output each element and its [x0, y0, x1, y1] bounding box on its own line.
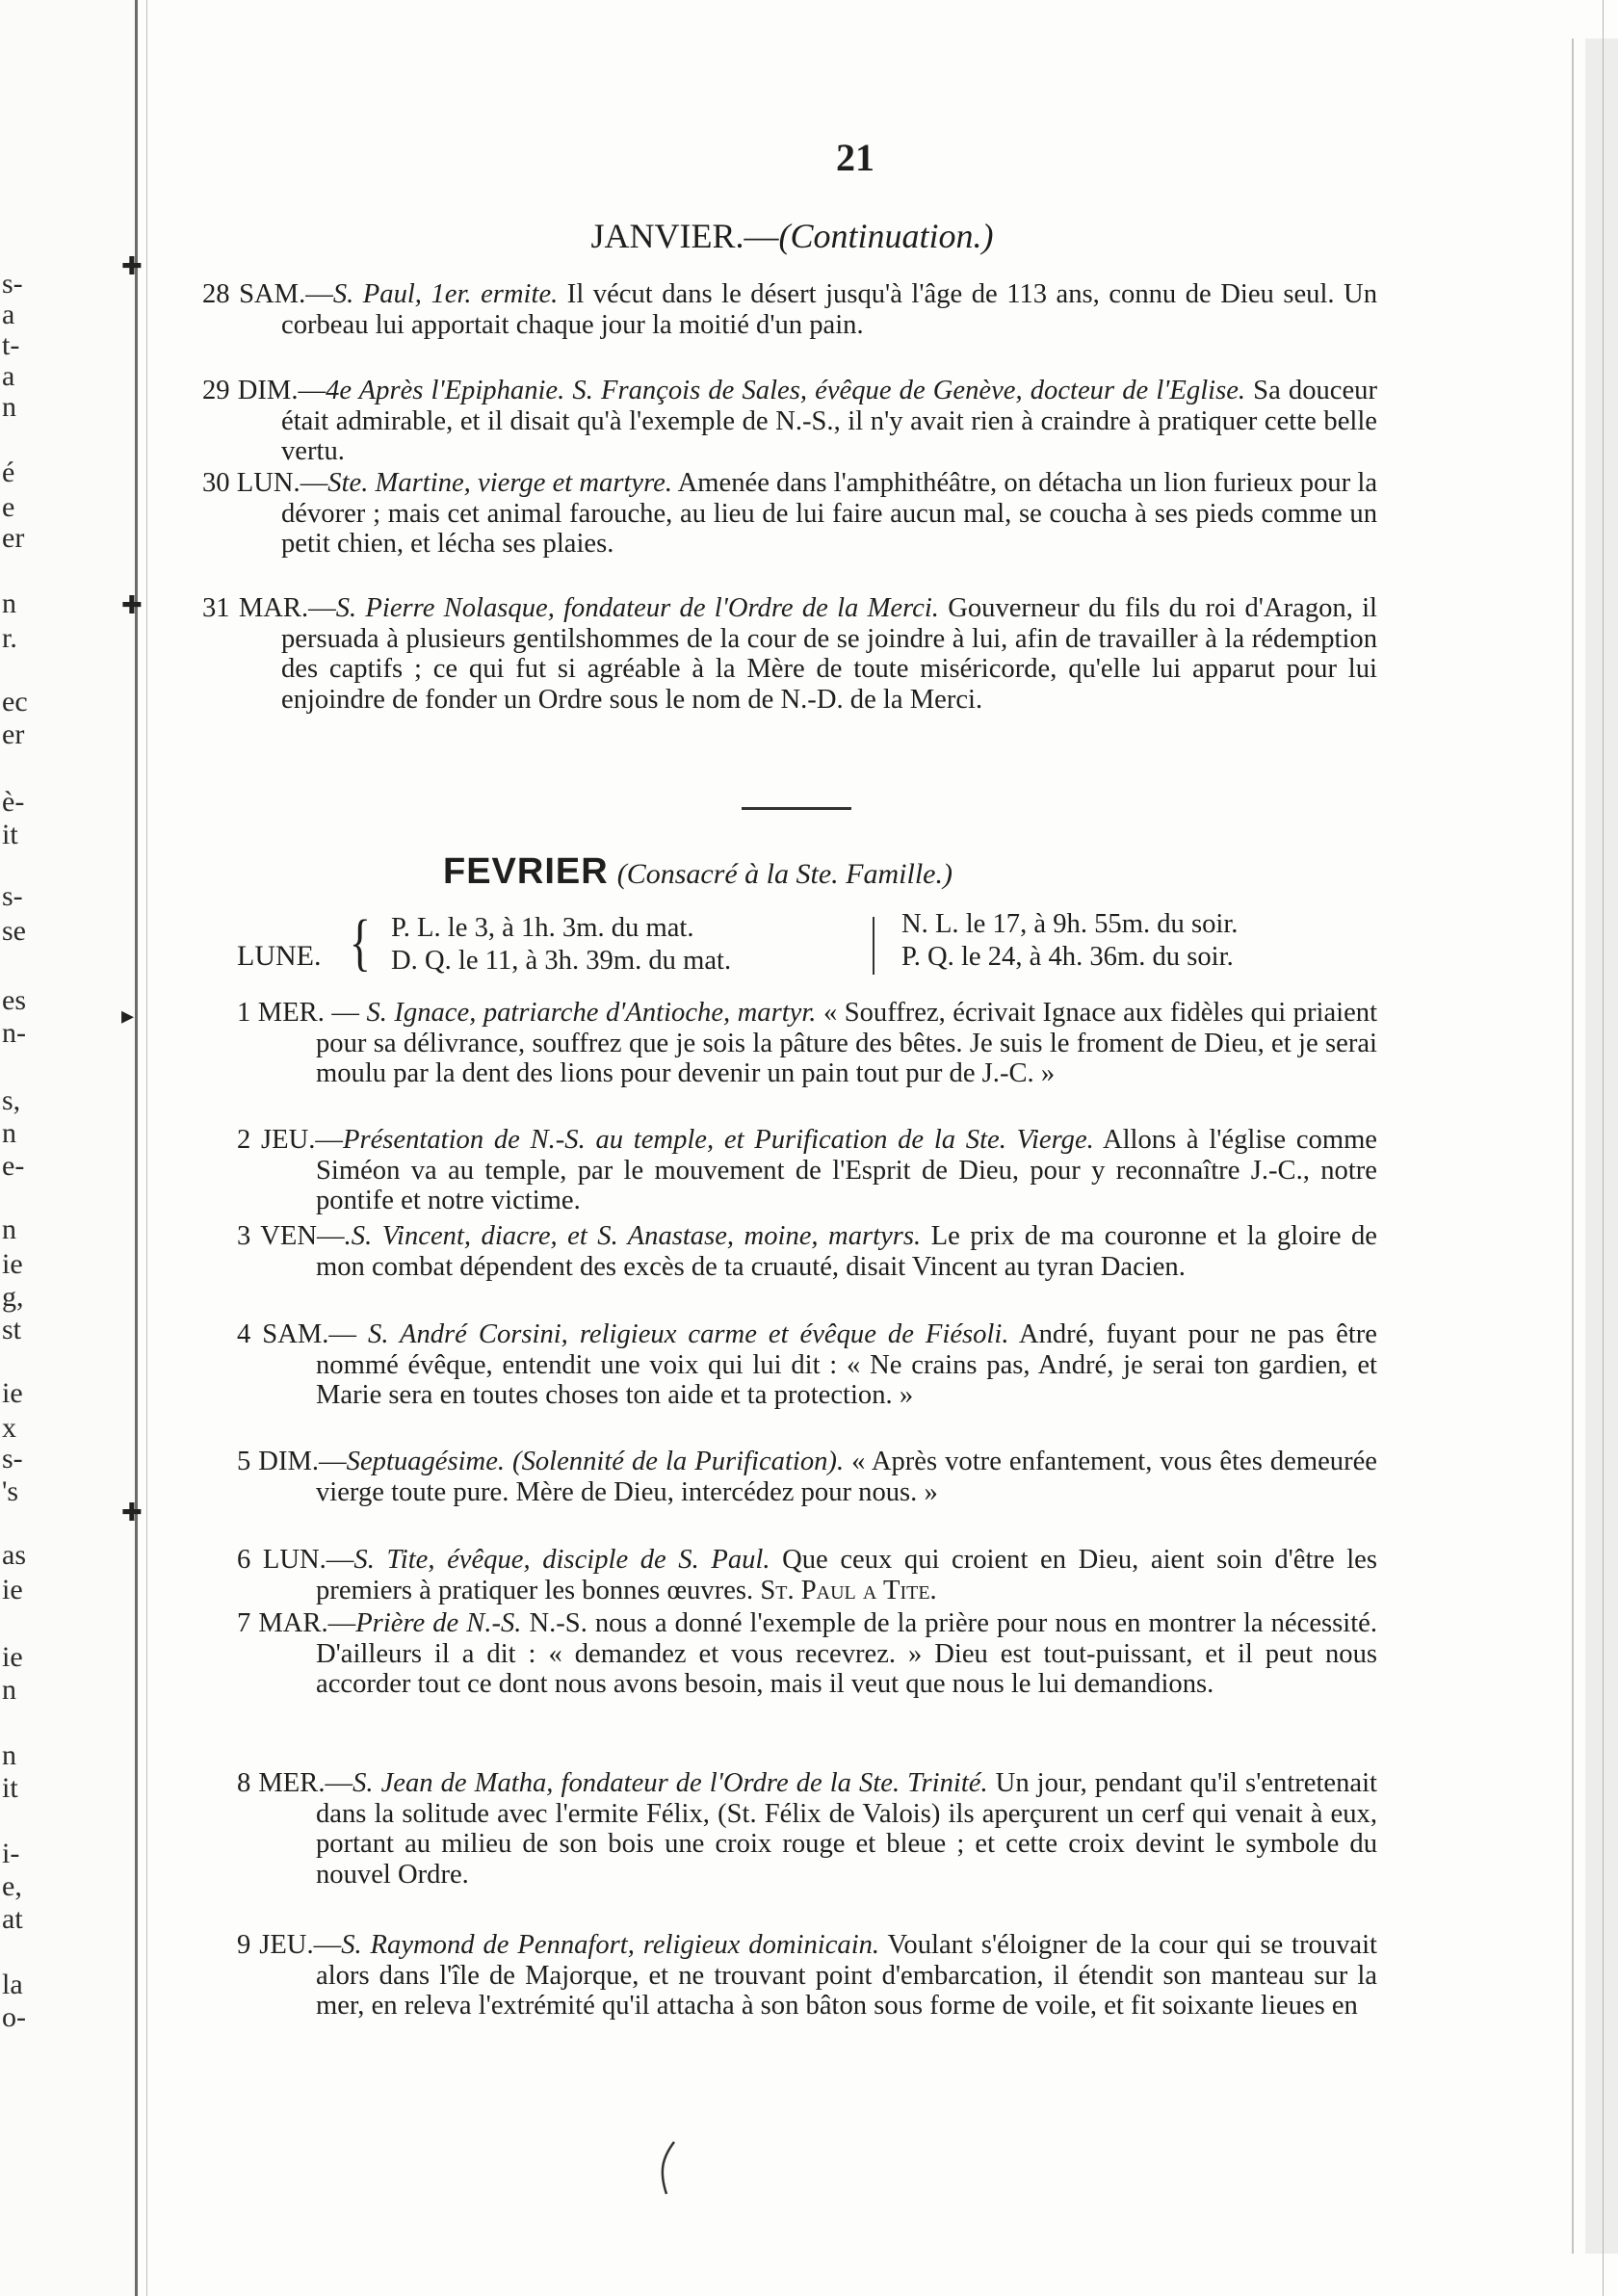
- margin-fragment: è-: [2, 786, 25, 818]
- moon-label: LUNE.: [237, 940, 322, 972]
- stitch-marker: ✚: [121, 591, 143, 619]
- entry-text: Gouverneur du fils du roi d'Aragon, il persuada à plusieurs gentilshommes de la cour de se joindre à lui, afin de travailler à la rédemption des captifs ; ce qui fut si agréable à la Mère de toute miséricorde, qu'elle lui apparut pour lui enjoindre de fonder un Ordre sous le nom de N.-D. de la Merci.: [281, 593, 1377, 715]
- entry-text: Amenée dans l'amphithéâtre, on détacha un lion furieux pour la dévorer ; mais cet animal farouche, au lieu de lui faire aucun mal, se coucha à ses pieds comme un petit chien, et lécha ses plaies.: [281, 468, 1378, 559]
- margin-fragment: e-: [2, 1150, 25, 1182]
- entry-saint-secondary: S. François de Sales, évêque de Genève, docteur de l'Eglise.: [564, 376, 1246, 405]
- entry-signature: St. Paul a Tite.: [760, 1575, 937, 1605]
- margin-fragment: e,: [2, 1870, 22, 1902]
- margin-fragment: st: [2, 1314, 22, 1345]
- margin-fragment: ec: [2, 686, 28, 718]
- entry-saint: .S. Vincent, diacre, et S. Anastase, moine, martyrs.: [344, 1221, 922, 1251]
- margin-fragment: la: [2, 1969, 23, 2000]
- page-edge-line: [1572, 39, 1574, 2254]
- margin-fragment: ie: [2, 1377, 23, 1409]
- margin-fragment: o-: [2, 2001, 26, 2033]
- margin-fragment: n-: [2, 1017, 26, 1049]
- moon-phase-last-quarter: D. Q. le 11, à 3h. 39m. du mat.: [391, 946, 732, 976]
- margin-fragment: n: [2, 1739, 16, 1771]
- margin-fragment: e: [2, 491, 15, 523]
- page-marker: ▸: [121, 1002, 135, 1030]
- margin-fragment: a: [2, 299, 15, 330]
- calendar-entry: [202, 279, 1377, 340]
- entry-saint: Présentation de N.-S. au temple, et Purification de la Ste. Vierge.: [343, 1125, 1094, 1155]
- entry-text: Voulant s'éloigner de la cour qui se trouvait alors dans l'île de Majorque, et ne trouvant point d'embarcation, il étendit son manteau sur la mer, en releva l'extrémité qu'il attacha à son bâton sous forme de voile, et fit soixante lieues en: [316, 1930, 1377, 2021]
- entry-saint: S. Jean de Matha, fondateur de l'Ordre de la Ste. Trinité.: [352, 1768, 988, 1798]
- moon-phase-full: P. L. le 3, à 1h. 3m. du mat.: [391, 913, 694, 943]
- margin-fragment: é: [2, 457, 15, 488]
- entry-day: 4 SAM.—: [237, 1319, 369, 1349]
- entry-saint: Prière de N.-S.: [355, 1608, 522, 1638]
- entry-text: André, fuyant pour ne pas être nommé évêque, entendit une voix qui lui dit : « Ne crains pas, André, je serai ton gardien, et Marie sera en toutes choses ton aide et ta protection. »: [316, 1319, 1377, 1410]
- page-number: 21: [836, 136, 874, 179]
- margin-fragment: g,: [2, 1281, 24, 1313]
- entry-text: Il vécut dans le désert jusqu'à l'âge de 113 ans, connu de Dieu seul. Un corbeau lui apportait chaque jour la moitié d'un pain.: [281, 279, 1377, 340]
- calendar-entry: [202, 593, 1377, 715]
- margin-fragment: n: [2, 1117, 16, 1149]
- calendar-entry: [202, 376, 1377, 467]
- entry-text: Que ceux qui croient en Dieu, aient soin d'être les premiers à pratiquer les bonnes œuvres.: [316, 1545, 1377, 1605]
- margin-fragment: it: [2, 1772, 18, 1804]
- margin-fragment: er: [2, 718, 25, 750]
- entry-day: 6 LUN.—: [237, 1545, 354, 1575]
- calendar-entry: [237, 1608, 1377, 1700]
- entry-text: Allons à l'église comme Siméon va au temple, par le mouvement de l'Esprit de Dieu, pour y reconnaître J.-C., notre pontife et notre victime.: [316, 1125, 1377, 1215]
- entry-saint: S. André Corsini, religieux carme et évêque de Fiésoli.: [368, 1319, 1009, 1349]
- february-subtitle: (Consacré à la Ste. Famille.): [616, 858, 953, 890]
- entry-day: 3 VEN—: [237, 1221, 345, 1251]
- calendar-entry: [237, 1125, 1377, 1216]
- margin-fragment: at: [2, 1903, 23, 1935]
- january-heading: [202, 216, 1382, 256]
- margin-fragment: n: [2, 1213, 16, 1245]
- margin-fragment: t-: [2, 329, 20, 361]
- margin-fragment: a: [2, 360, 15, 392]
- facing-page-edge: [0, 0, 140, 2296]
- spine-shadow: [146, 0, 147, 2296]
- entry-saint: Septuagésime.: [346, 1447, 506, 1476]
- margin-fragment: s-: [2, 1443, 23, 1474]
- calendar-entry: [237, 1930, 1377, 2022]
- entry-text: Un jour, pendant qu'il s'entretenait dans la solitude avec l'ermite Félix, (St. Félix de Valois) ils aperçurent un cerf qui venait à eux, portant au milieu de son bois une croix rouge et bleue ; et cette croix devint le symbole du nouvel Ordre.: [316, 1768, 1377, 1890]
- margin-fragment: x: [2, 1412, 16, 1444]
- margin-fragment: se: [2, 915, 26, 947]
- entry-saint: S. Paul, 1er. ermite.: [332, 279, 559, 309]
- entry-day: 29 DIM.—: [202, 376, 326, 405]
- entry-saint: S. Raymond de Pennafort, religieux dominicain.: [341, 1930, 880, 1960]
- entry-saint: S. Ignace, patriarche d'Antioche, martyr.: [366, 998, 817, 1028]
- margin-fragment: n: [2, 1674, 16, 1706]
- moon-phase-first-quarter: P. Q. le 24, à 4h. 36m. du soir.: [901, 942, 1234, 972]
- calendar-entry: [237, 998, 1377, 1089]
- page-edge-outer: [1603, 0, 1604, 2296]
- margin-fragment: s-: [2, 268, 23, 300]
- margin-fragment: es: [2, 984, 26, 1016]
- entry-day: 5 DIM.—: [237, 1447, 347, 1476]
- entry-saint-secondary: (Solennité de la Purification).: [505, 1447, 845, 1476]
- entry-day: 8 MER.—: [237, 1768, 353, 1798]
- pencil-mark-icon: [653, 2140, 682, 2198]
- calendar-entry: [237, 1447, 1377, 1507]
- entry-day: 31 MAR.—: [202, 593, 336, 623]
- calendar-entry: [237, 1545, 1377, 1605]
- february-title: FEVRIER: [443, 851, 609, 892]
- calendar-entry: [237, 1221, 1377, 1282]
- stitch-marker: ✚: [121, 1499, 143, 1526]
- calendar-entry: [202, 468, 1377, 560]
- margin-fragment: i-: [2, 1838, 20, 1869]
- calendar-entry: [237, 1319, 1377, 1411]
- margin-fragment: ie: [2, 1641, 23, 1673]
- entry-saint: S. Pierre Nolasque, fondateur de l'Ordre de la Merci.: [335, 593, 939, 623]
- january-title: JANVIER.—: [590, 217, 779, 255]
- entry-day: 9 JEU.—: [237, 1930, 342, 1960]
- page-edge-shadow: [1585, 39, 1618, 2254]
- february-heading: [443, 851, 953, 893]
- moon-phase-new: N. L. le 17, à 9h. 55m. du soir.: [901, 909, 1239, 939]
- january-continuation: (Continuation.): [778, 217, 994, 255]
- entry-text: « Souffrez, écrivait Ignace aux fidèles qui priaient pour sa délivrance, souffrez que je sois la pâture des bêtes. Je suis le froment de Dieu, et je serai moulu par la dent des lions pour devenir un pain tout pur de J.-C. »: [316, 998, 1378, 1088]
- moon-separator: [873, 917, 874, 975]
- entry-day: 30 LUN.—: [202, 468, 328, 498]
- entry-day: 2 JEU.—: [237, 1125, 344, 1155]
- margin-fragment: er: [2, 522, 25, 554]
- entry-saint: S. Tite, évêque, disciple de S. Paul.: [353, 1545, 770, 1575]
- section-divider: [742, 807, 851, 810]
- margin-fragment: n: [2, 587, 16, 619]
- entry-saint: Ste. Martine, vierge et martyre.: [327, 468, 673, 498]
- entry-saint: 4e Après l'Epiphanie.: [326, 376, 565, 405]
- margin-fragment: n: [2, 391, 16, 423]
- margin-fragment: r.: [2, 622, 17, 654]
- entry-text: « Après votre enfantement, vous êtes demeurée vierge toute pure. Mère de Dieu, intercédez pour nous. »: [316, 1447, 1377, 1507]
- margin-fragment: it: [2, 819, 18, 850]
- margin-fragment: ie: [2, 1574, 23, 1605]
- entry-text: N.-S. nous a donné l'exemple de la prière pour nous en montrer la nécessité. D'ailleurs il a dit : « demandez et vous recevrez. » Dieu est tout-puissant, et il peut nous accorder tout ce dont nous avons besoin, mais il veut que nous le lui demandions.: [316, 1608, 1377, 1699]
- entry-text: Sa douceur était admirable, et il disait qu'à l'exemple de N.-S., il n'y avait rien à craindre à pratiquer cette belle vertu.: [281, 376, 1378, 466]
- stitch-marker: ✚: [121, 252, 143, 280]
- entry-day: 7 MAR.—: [237, 1608, 356, 1638]
- moon-brace: {: [349, 907, 371, 978]
- entry-day: 28 SAM.—: [202, 279, 333, 309]
- margin-fragment: 's: [2, 1475, 19, 1507]
- margin-fragment: s-: [2, 880, 23, 912]
- calendar-entry: [237, 1768, 1377, 1890]
- entry-text: Le prix de ma couronne et la gloire de mon combat dépendent des excès de ta cruauté, disait Vincent au tyran Dacien.: [316, 1221, 1377, 1282]
- margin-fragment: ie: [2, 1248, 23, 1280]
- margin-fragment: as: [2, 1539, 26, 1571]
- margin-fragment: s,: [2, 1084, 21, 1116]
- book-spine: [135, 0, 138, 2296]
- entry-day: 1 MER. —: [237, 998, 367, 1028]
